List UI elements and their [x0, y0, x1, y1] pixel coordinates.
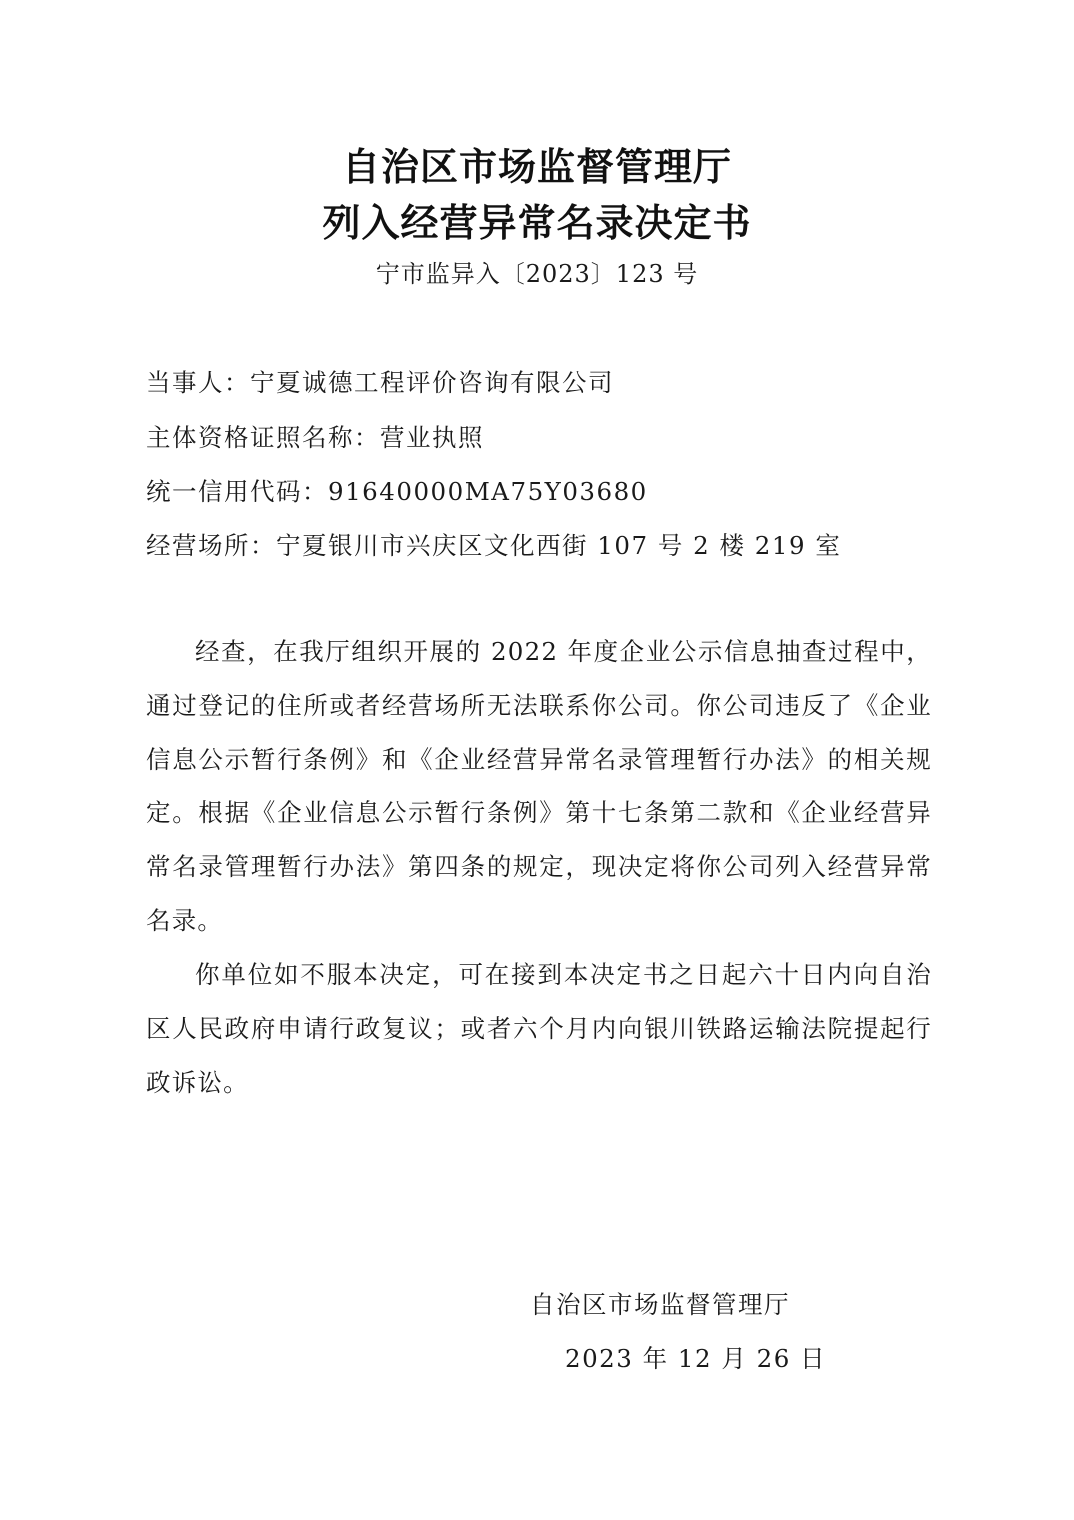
signature-date: 2023 年 12 月 26 日 — [565, 1344, 827, 1373]
signature-organization: 自治区市场监督管理厅 — [530, 1290, 790, 1319]
document-title-line2: 列入经营异常名录决定书 — [322, 201, 752, 245]
appeal-paragraph: 你单位如不服本决定，可在接到本决定书之日起六十日内向自治区人民政府申请行政复议；或者六个月内向银川铁路运输法院提起行政诉讼。 — [146, 960, 932, 1097]
credit-code-field: 统一信用代码：91640000MA75Y03680 — [146, 477, 648, 506]
decision-paragraph: 经查，在我厅组织开展的 2022 年度企业公示信息抽查过程中，通过登记的住所或者经营场所无法联系你公司。你公司违反了《企业信息公示暂行条例》和《企业经营异常名录管理暂行办法》的相关规定。根据《企业信息公示暂行条例》第十七条第二款和《企业经营异常名录管理暂行办法》第四条的规定，现决定将你公司列入经营异常名录。 — [146, 637, 932, 935]
document-number: 宁市监异入〔2023〕123 号 — [375, 260, 699, 288]
party-name-field: 当事人：宁夏诚德工程评价咨询有限公司 — [146, 368, 614, 397]
license-name-field: 主体资格证照名称：营业执照 — [146, 423, 484, 452]
document-title-line1: 自治区市场监督管理厅 — [341, 145, 732, 189]
business-address-field: 经营场所：宁夏银川市兴庆区文化西街 107 号 2 楼 219 室 — [146, 531, 842, 560]
